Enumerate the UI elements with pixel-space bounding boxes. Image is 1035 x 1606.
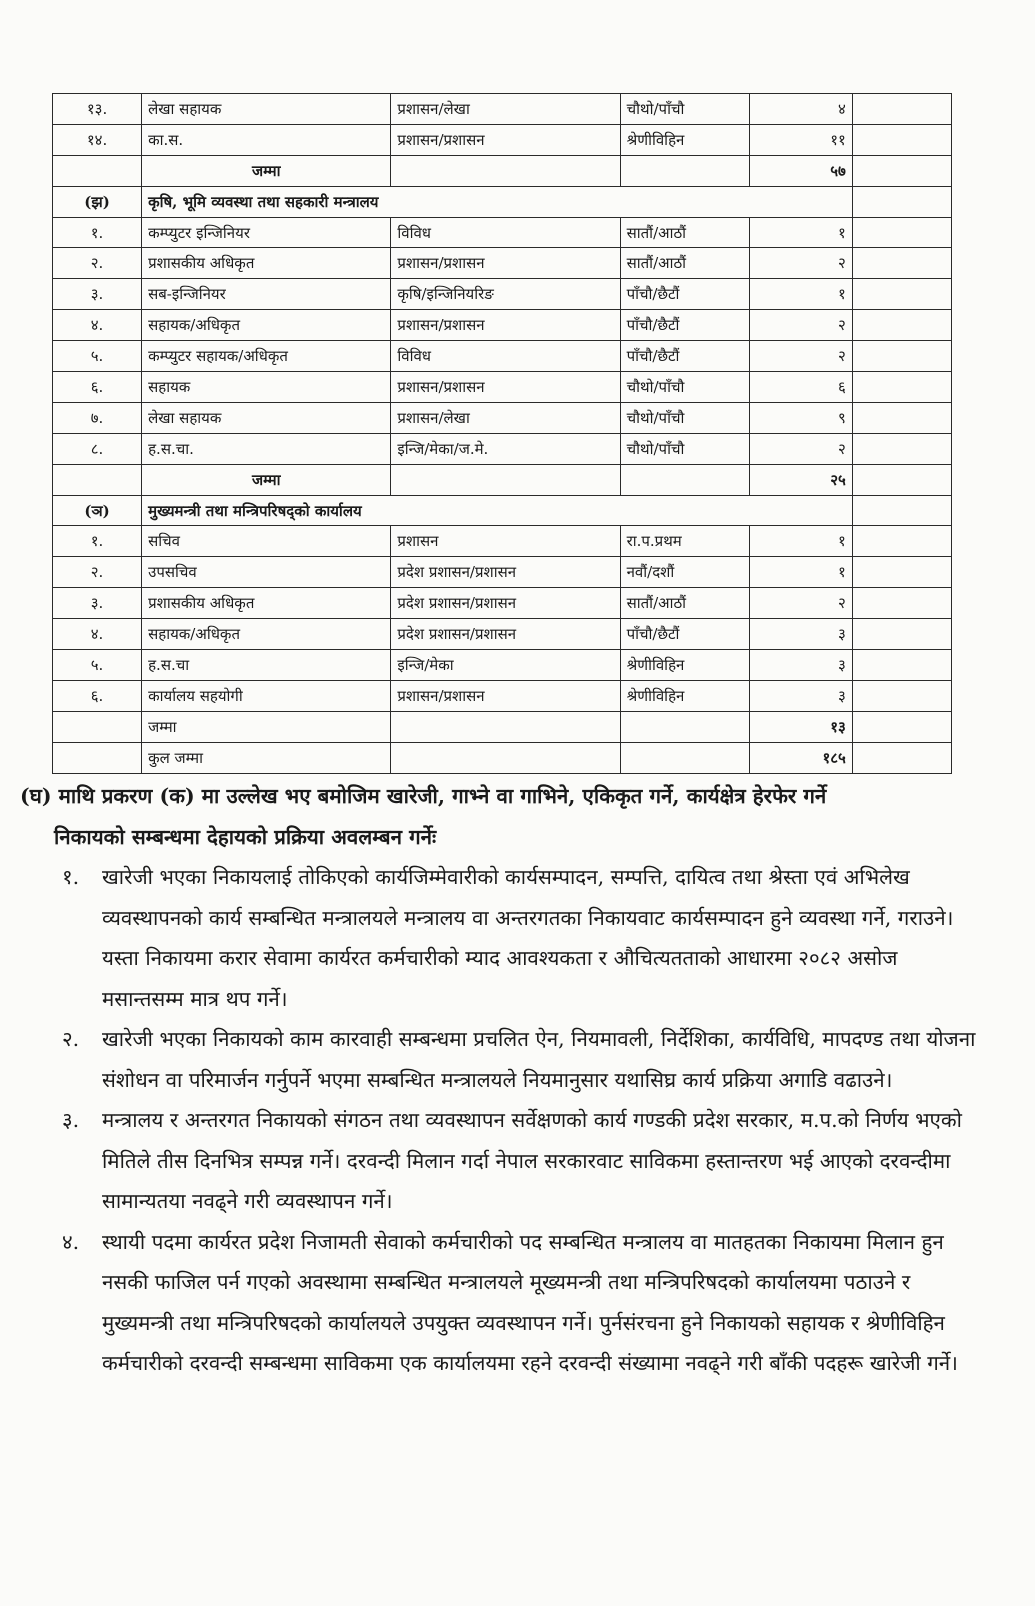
serial-cell: ६.	[53, 372, 142, 403]
table-row	[53, 588, 952, 619]
table-row	[53, 341, 952, 372]
serial-cell: ३.	[53, 588, 142, 619]
level-cell: श्रेणीविहिन	[620, 124, 749, 155]
remark-cell	[852, 372, 951, 403]
point-text: मन्त्रालय र अन्तरगत निकायको संगठन तथा व्यवस्थापन सर्वेक्षणको कार्य गण्डकी प्रदेश सरकार, म.प.को निर्णय भएको मितिले तीस दिनभित्र सम्पन्न गर्ने। दरवन्दी मिलान गर्दा नेपाल सरकारवाट साविकमा हस्तान्तरण भई आएको दरवन्दीमा सामान्यतया नवढ्ने गरी व्यवस्थापन गर्ने।	[102, 1108, 962, 1213]
section-title-cell: कृषि, भूमि व्यवस्था तथा सहकारी मन्त्रालय	[142, 186, 853, 217]
level-cell: पाँचौ/छैटौं	[620, 619, 749, 650]
group-cell: प्रदेश प्रशासन/प्रशासन	[391, 619, 620, 650]
count-cell: २	[749, 310, 852, 341]
total-row	[53, 742, 952, 773]
total-row	[53, 711, 952, 742]
point-3	[20, 1100, 985, 1222]
remark-cell	[852, 464, 951, 495]
remark-cell	[852, 124, 951, 155]
level-cell: सातौं/आठौं	[620, 217, 749, 248]
count-cell: ३	[749, 650, 852, 681]
level-cell: रा.प.प्रथम	[620, 526, 749, 557]
group-cell: प्रशासन/लेखा	[391, 94, 620, 125]
table-row	[53, 526, 952, 557]
level-cell	[620, 155, 749, 186]
count-cell: ३	[749, 619, 852, 650]
serial-cell: २.	[53, 248, 142, 279]
remark-cell	[852, 310, 951, 341]
serial-cell: १३.	[53, 94, 142, 125]
count-cell: २	[749, 588, 852, 619]
group-cell	[391, 464, 620, 495]
title-cell: कार्यालय सहयोगी	[142, 680, 391, 711]
section-gha	[20, 776, 985, 1384]
title-cell: सहायक	[142, 372, 391, 403]
count-cell: २	[749, 248, 852, 279]
point-2	[20, 1019, 985, 1100]
group-cell: प्रशासन/प्रशासन	[391, 310, 620, 341]
count-cell: ६	[749, 372, 852, 403]
serial-cell	[53, 155, 142, 186]
total-row	[53, 155, 952, 186]
group-cell: कृषि/इन्जिनियरिङ	[391, 279, 620, 310]
count-cell: २५	[749, 464, 852, 495]
section-row	[53, 495, 952, 526]
group-cell	[391, 742, 620, 773]
remark-cell	[852, 94, 951, 125]
level-cell	[620, 742, 749, 773]
table-row	[53, 124, 952, 155]
remark-cell	[852, 495, 951, 526]
section-gha-line1: (घ) माथि प्रकरण (क) मा उल्लेख भए बमोजिम खारेजी, गाभ्ने वा गाभिने, एकिकृत गर्ने, कार्यक्षेत्र हेरफेर गर्ने	[20, 784, 827, 808]
remark-cell	[852, 619, 951, 650]
remark-cell	[852, 742, 951, 773]
group-cell: प्रशासन/प्रशासन	[391, 680, 620, 711]
level-cell: पाँचौ/छैटौं	[620, 279, 749, 310]
group-cell: प्रदेश प्रशासन/प्रशासन	[391, 588, 620, 619]
group-cell: विविध	[391, 341, 620, 372]
point-number: ४.	[62, 1229, 80, 1254]
level-cell: चौथो/पाँचौ	[620, 402, 749, 433]
level-cell	[620, 711, 749, 742]
serial-cell: ४.	[53, 310, 142, 341]
table-row	[53, 217, 952, 248]
group-cell: इन्जि/मेका	[391, 650, 620, 681]
total-row	[53, 464, 952, 495]
section-gha-heading	[20, 776, 985, 857]
point-text: खारेजी भएका निकायलाई तोकिएको कार्यजिम्मेवारीको कार्यसम्पादन, सम्पत्ति, दायित्व तथा श्रेस्ता एवं अभिलेख व्यवस्थापनको कार्य सम्बन्धित मन्त्रालयले मन्त्रालय वा अन्तरगतका निकायवाट कार्यसम्पादन हुने व्यवस्था गर्ने, गराउने। यस्ता निकायमा करार सेवामा कार्यरत कर्मचारीको म्याद आवश्यकता र औचित्यतताको आधारमा २०८२ असोज मसान्तसम्म मात्र थप गर्ने।	[102, 865, 954, 1011]
title-cell: कम्प्युटर सहायक/अधिकृत	[142, 341, 391, 372]
title-cell: कम्प्युटर इन्जिनियर	[142, 217, 391, 248]
level-cell: श्रेणीविहिन	[620, 680, 749, 711]
level-cell: सातौं/आठौं	[620, 588, 749, 619]
remark-cell	[852, 650, 951, 681]
serial-cell: १.	[53, 217, 142, 248]
count-cell: १	[749, 217, 852, 248]
level-cell: नवौं/दशौं	[620, 557, 749, 588]
point-1	[20, 857, 985, 1019]
level-cell: सातौं/आठौं	[620, 248, 749, 279]
post-table	[52, 93, 952, 774]
remark-cell	[852, 186, 951, 217]
group-cell: प्रदेश प्रशासन/प्रशासन	[391, 557, 620, 588]
group-cell: इन्जि/मेका/ज.मे.	[391, 433, 620, 464]
remark-cell	[852, 248, 951, 279]
serial-cell: ७.	[53, 402, 142, 433]
count-cell: १	[749, 279, 852, 310]
serial-cell: ८.	[53, 433, 142, 464]
serial-cell	[53, 464, 142, 495]
group-cell: प्रशासन	[391, 526, 620, 557]
table-row	[53, 372, 952, 403]
count-cell: १	[749, 557, 852, 588]
serial-cell: २.	[53, 557, 142, 588]
remark-cell	[852, 526, 951, 557]
serial-cell: १.	[53, 526, 142, 557]
serial-cell: ४.	[53, 619, 142, 650]
remark-cell	[852, 341, 951, 372]
count-cell: ४	[749, 94, 852, 125]
table-row	[53, 94, 952, 125]
level-cell	[620, 464, 749, 495]
title-cell: प्रशासकीय अधिकृत	[142, 588, 391, 619]
serial-cell: ५.	[53, 341, 142, 372]
remark-cell	[852, 680, 951, 711]
remark-cell	[852, 155, 951, 186]
table-row	[53, 310, 952, 341]
point-4	[20, 1222, 985, 1384]
remark-cell	[852, 433, 951, 464]
title-cell: सब-इन्जिनियर	[142, 279, 391, 310]
serial-cell: ३.	[53, 279, 142, 310]
title-cell: सचिव	[142, 526, 391, 557]
count-cell: ३	[749, 680, 852, 711]
table-row	[53, 433, 952, 464]
title-cell: कुल जम्मा	[142, 742, 391, 773]
section-row	[53, 186, 952, 217]
remark-cell	[852, 279, 951, 310]
count-cell: २	[749, 433, 852, 464]
serial-cell: १४.	[53, 124, 142, 155]
title-cell: उपसचिव	[142, 557, 391, 588]
remark-cell	[852, 217, 951, 248]
point-text: स्थायी पदमा कार्यरत प्रदेश निजामती सेवाको कर्मचारीको पद सम्बन्धित मन्त्रालय वा मातहतका निकायमा मिलान हुन नसकी फाजिल पर्न गएको अवस्थामा सम्बन्धित मन्त्रालयले मूख्यमन्त्री तथा मन्त्रिपरिषदको कार्यालयमा पठाउने र मुख्यमन्त्री तथा मन्त्रिपरिषदको कार्यालयले उपयुक्त व्यवस्थापन गर्ने। पुर्नसंरचना हुने निकायको सहायक र श्रेणीविहिन कर्मचारीको दरवन्दी सम्बन्धमा साविकमा एक कार्यालयमा रहने दरवन्दी संख्यामा नवढ्ने गरी बाँकी पदहरू खारेजी गर्ने।	[102, 1229, 958, 1375]
table-row	[53, 248, 952, 279]
group-cell	[391, 711, 620, 742]
group-cell: विविध	[391, 217, 620, 248]
group-cell: प्रशासन/लेखा	[391, 402, 620, 433]
title-cell: का.स.	[142, 124, 391, 155]
serial-cell: (झ)	[53, 186, 142, 217]
serial-cell	[53, 711, 142, 742]
level-cell: चौथो/पाँचौ	[620, 372, 749, 403]
title-cell: ह.स.चा	[142, 650, 391, 681]
remark-cell	[852, 711, 951, 742]
serial-cell: ६.	[53, 680, 142, 711]
table-row	[53, 557, 952, 588]
remark-cell	[852, 557, 951, 588]
count-cell: २	[749, 341, 852, 372]
table-row	[53, 402, 952, 433]
title-cell: जम्मा	[142, 155, 391, 186]
serial-cell	[53, 742, 142, 773]
level-cell: श्रेणीविहिन	[620, 650, 749, 681]
title-cell: जम्मा	[142, 464, 391, 495]
point-number: २.	[62, 1027, 80, 1051]
title-cell: जम्मा	[142, 711, 391, 742]
count-cell: १८५	[749, 742, 852, 773]
point-text: खारेजी भएका निकायको काम कारवाही सम्बन्धमा प्रचलित ऐन, नियमावली, निर्देशिका, कार्यविधि, मापदण्ड तथा योजना संशोधन वा परिमार्जन गर्नुपर्ने भएमा सम्बन्धित मन्त्रालयले नियमानुसार यथासिघ्र कार्य प्रक्रिया अगाडि वढाउने।	[102, 1027, 976, 1092]
remark-cell	[852, 588, 951, 619]
point-number: ३.	[62, 1108, 80, 1132]
level-cell: पाँचौ/छैटौं	[620, 310, 749, 341]
title-cell: ह.स.चा.	[142, 433, 391, 464]
group-cell: प्रशासन/प्रशासन	[391, 124, 620, 155]
serial-cell: ५.	[53, 650, 142, 681]
title-cell: सहायक/अधिकृत	[142, 619, 391, 650]
level-cell: पाँचौ/छैटौं	[620, 341, 749, 372]
level-cell: चौथो/पाँचौ	[620, 94, 749, 125]
post-table-body	[53, 94, 952, 774]
table-row	[53, 680, 952, 711]
title-cell: प्रशासकीय अधिकृत	[142, 248, 391, 279]
remark-cell	[852, 402, 951, 433]
title-cell: लेखा सहायक	[142, 402, 391, 433]
table-row	[53, 279, 952, 310]
serial-cell: (ञ)	[53, 495, 142, 526]
level-cell: चौथो/पाँचौ	[620, 433, 749, 464]
section-gha-line2: निकायको सम्बन्धमा देहायको प्रक्रिया अवलम्बन गर्नेः	[54, 824, 437, 849]
group-cell: प्रशासन/प्रशासन	[391, 372, 620, 403]
count-cell: १	[749, 526, 852, 557]
group-cell	[391, 155, 620, 186]
title-cell: सहायक/अधिकृत	[142, 310, 391, 341]
table-row	[53, 650, 952, 681]
point-number: १.	[62, 865, 80, 889]
count-cell: ९	[749, 402, 852, 433]
title-cell: लेखा सहायक	[142, 94, 391, 125]
count-cell: १३	[749, 711, 852, 742]
section-title-cell: मुख्यमन्त्री तथा मन्त्रिपरिषद्को कार्यालय	[142, 495, 853, 526]
table-row	[53, 619, 952, 650]
count-cell: ११	[749, 124, 852, 155]
group-cell: प्रशासन/प्रशासन	[391, 248, 620, 279]
count-cell: ५७	[749, 155, 852, 186]
